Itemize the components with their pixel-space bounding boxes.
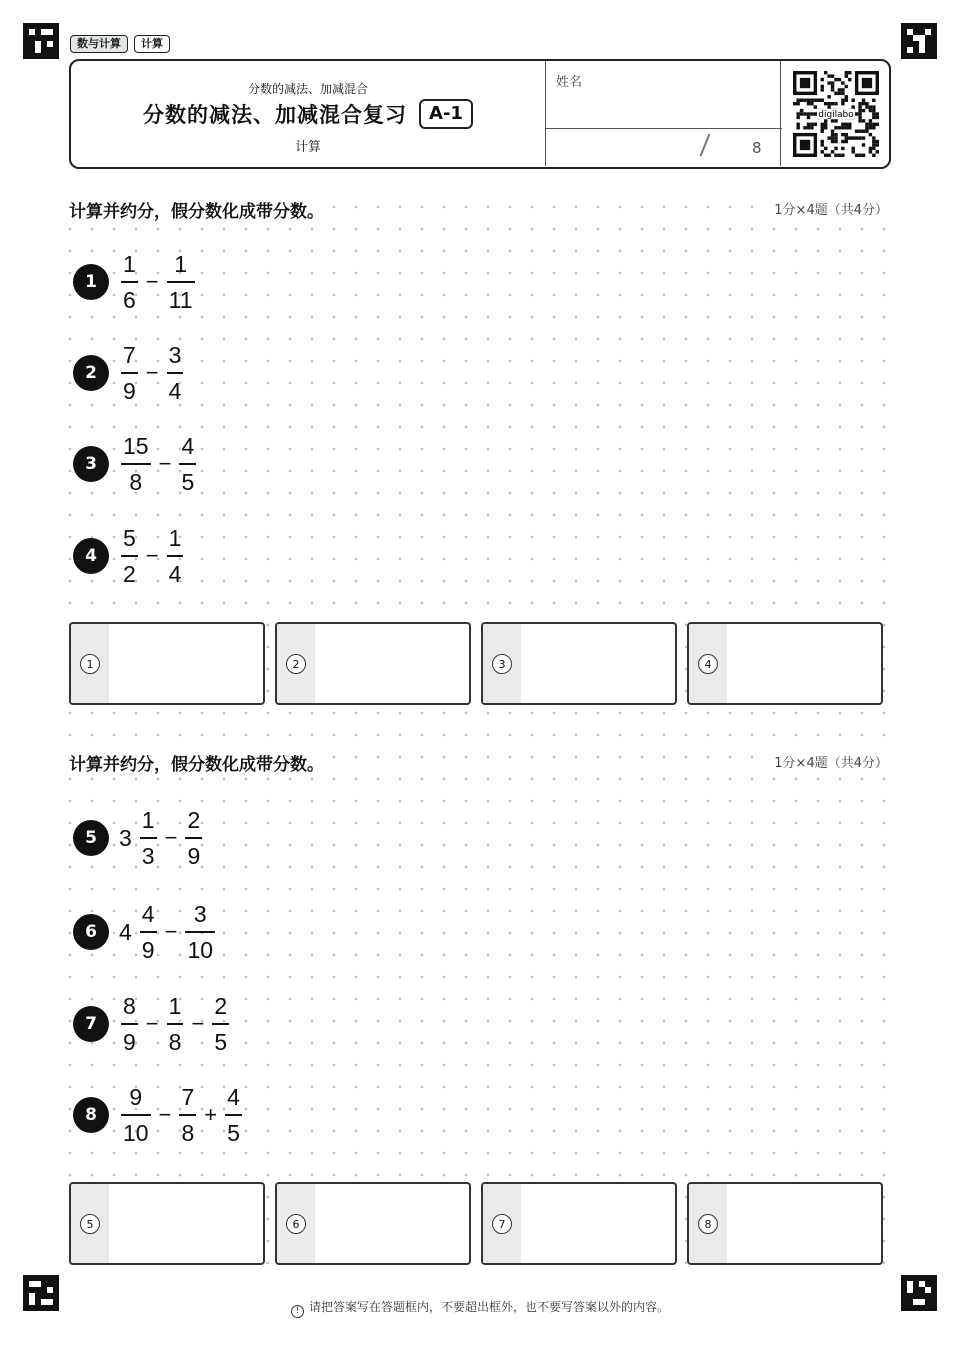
answer-box-label: 7 xyxy=(492,1214,512,1234)
numerator: 8 xyxy=(123,993,136,1019)
fraction-bar xyxy=(212,1023,229,1025)
numerator: 15 xyxy=(123,433,149,459)
problem-7 xyxy=(73,989,231,1059)
denominator: 5 xyxy=(227,1120,240,1146)
fraction xyxy=(165,340,186,406)
expression xyxy=(119,1082,244,1148)
fraction-bar xyxy=(179,1114,196,1116)
problem-number: 3 xyxy=(73,446,109,482)
fraction-bar xyxy=(121,555,138,557)
denominator: 4 xyxy=(168,378,182,404)
section-1-points: 1分×4题（共4分） xyxy=(770,199,888,218)
fraction xyxy=(223,1082,244,1148)
expression xyxy=(119,805,204,871)
problem-number: 6 xyxy=(73,914,109,950)
expression xyxy=(119,523,185,589)
answer-box-label: 1 xyxy=(80,654,100,674)
operator: − xyxy=(145,269,159,294)
expression xyxy=(119,431,198,497)
numerator: 3 xyxy=(193,901,207,927)
operator: − xyxy=(145,543,159,568)
header-category: 计算 xyxy=(294,140,321,155)
fraction-bar xyxy=(185,837,202,839)
bottom-margin xyxy=(0,1280,960,1358)
expression xyxy=(119,249,197,315)
left-margin xyxy=(0,0,62,1358)
operator: − xyxy=(158,451,172,476)
fraction-bar xyxy=(167,1023,184,1025)
fraction xyxy=(183,899,217,965)
denominator: 2 xyxy=(123,561,136,587)
denominator: 11 xyxy=(168,287,193,313)
numerator: 9 xyxy=(129,1084,143,1110)
numerator: 5 xyxy=(123,525,136,551)
fraction xyxy=(165,523,186,589)
header-title-area xyxy=(71,61,545,166)
answer-box-label: 4 xyxy=(698,654,718,674)
problem-6 xyxy=(73,897,217,967)
numerator: 2 xyxy=(214,993,228,1019)
footer-note xyxy=(0,1298,960,1318)
corner-marker-top-right xyxy=(901,23,937,59)
operator: − xyxy=(164,919,178,944)
numerator: 1 xyxy=(168,525,182,551)
info-icon: ! xyxy=(291,1305,304,1318)
denominator: 3 xyxy=(141,843,155,869)
name-score-area xyxy=(545,61,781,166)
numerator: 3 xyxy=(168,342,182,368)
numerator: 1 xyxy=(168,993,182,1019)
operator: − xyxy=(164,825,178,850)
name-label: 姓名 xyxy=(556,75,583,90)
answer-box-label: 5 xyxy=(80,1214,100,1234)
fraction-bar xyxy=(225,1114,242,1116)
denominator: 8 xyxy=(181,1120,195,1146)
problem-number: 5 xyxy=(73,820,109,856)
qr-label: digilabo xyxy=(818,109,854,120)
problem-1 xyxy=(73,247,197,317)
denominator: 9 xyxy=(123,1029,136,1055)
header-subtitle: 分数的减法、加减混合 xyxy=(247,82,368,96)
denominator: 10 xyxy=(187,937,214,963)
answer-box-label: 2 xyxy=(286,654,306,674)
denominator: 4 xyxy=(168,561,182,587)
operator: − xyxy=(145,1011,159,1036)
section-2-points: 1分×4题（共4分） xyxy=(770,752,888,771)
fraction xyxy=(119,991,140,1057)
whole-number: 3 xyxy=(119,824,132,851)
answer-box-6[interactable] xyxy=(275,1182,471,1265)
operator: − xyxy=(191,1011,205,1036)
denominator: 6 xyxy=(123,287,136,313)
fraction xyxy=(119,340,140,406)
denominator: 5 xyxy=(214,1029,228,1055)
fraction xyxy=(183,805,204,871)
fraction-bar xyxy=(167,281,195,283)
numerator: 1 xyxy=(123,251,136,277)
fraction xyxy=(165,991,186,1057)
fraction xyxy=(138,899,159,965)
denominator: 9 xyxy=(141,937,155,963)
fraction-bar xyxy=(121,1023,138,1025)
level-badge: A-1 xyxy=(419,99,473,129)
fraction-bar xyxy=(121,281,138,283)
answer-box-8[interactable] xyxy=(687,1182,883,1265)
numerator: 7 xyxy=(123,342,136,368)
answer-box-1[interactable] xyxy=(69,622,265,705)
fraction xyxy=(119,431,153,497)
fraction-bar xyxy=(167,555,184,557)
expression xyxy=(119,991,231,1057)
answer-box-label: 6 xyxy=(286,1214,306,1234)
fraction xyxy=(138,805,159,871)
problem-5 xyxy=(73,803,204,873)
answer-box-2[interactable] xyxy=(275,622,471,705)
page-title: 分数的减法、加减混合复习 xyxy=(143,103,408,127)
fraction-bar xyxy=(185,931,215,933)
problem-4 xyxy=(73,521,185,591)
fraction xyxy=(177,431,198,497)
denominator: 9 xyxy=(187,843,201,869)
fraction xyxy=(177,1082,198,1148)
numerator: 1 xyxy=(174,251,187,277)
denominator: 9 xyxy=(123,378,136,404)
operator: + xyxy=(204,1102,218,1127)
name-divider xyxy=(546,128,782,129)
tag-list xyxy=(70,35,170,53)
answer-box-label: 8 xyxy=(698,1214,718,1234)
problem-number: 7 xyxy=(73,1006,109,1042)
tag-category: 计算 xyxy=(134,35,170,53)
fraction-bar xyxy=(121,463,151,465)
corner-marker-top-left xyxy=(23,23,59,59)
operator: − xyxy=(145,360,159,385)
right-margin xyxy=(896,0,960,1358)
worksheet-header xyxy=(69,59,891,169)
operator: − xyxy=(158,1102,172,1127)
qr-code-icon xyxy=(793,71,879,157)
answer-box-3[interactable] xyxy=(481,622,677,705)
fraction-bar xyxy=(121,1114,151,1116)
expression xyxy=(119,340,185,406)
problem-2 xyxy=(73,338,185,408)
section-2-title: 计算并约分，假分数化成带分数。 xyxy=(69,750,330,775)
numerator: 7 xyxy=(181,1084,195,1110)
fraction-bar xyxy=(140,931,157,933)
answer-box-label: 3 xyxy=(492,654,512,674)
fraction-bar xyxy=(167,372,184,374)
expression xyxy=(119,899,217,965)
fraction-bar xyxy=(121,372,138,374)
section-1-title: 计算并约分，假分数化成带分数。 xyxy=(69,197,330,222)
fraction xyxy=(119,523,140,589)
answer-box-4[interactable] xyxy=(687,622,883,705)
fraction xyxy=(210,991,231,1057)
numerator: 4 xyxy=(141,901,155,927)
numerator: 2 xyxy=(187,807,201,833)
problem-number: 4 xyxy=(73,538,109,574)
score-total: 8 xyxy=(752,139,762,157)
denominator: 10 xyxy=(123,1120,149,1146)
problem-3 xyxy=(73,429,198,499)
whole-number: 4 xyxy=(119,918,132,945)
problem-8 xyxy=(73,1080,244,1150)
fraction-bar xyxy=(140,837,157,839)
answer-box-5[interactable] xyxy=(69,1182,265,1265)
fraction xyxy=(165,249,197,315)
numerator: 4 xyxy=(181,433,195,459)
footer-text: 请把答案写在答题框内，不要超出框外，也不要写答案以外的内容。 xyxy=(308,1300,669,1314)
problem-number: 8 xyxy=(73,1097,109,1133)
problem-number: 2 xyxy=(73,355,109,391)
denominator: 8 xyxy=(129,469,143,495)
numerator: 4 xyxy=(227,1084,240,1110)
problem-number: 1 xyxy=(73,264,109,300)
fraction xyxy=(119,249,140,315)
denominator: 8 xyxy=(168,1029,182,1055)
numerator: 1 xyxy=(141,807,155,833)
fraction-bar xyxy=(179,463,196,465)
fraction xyxy=(119,1082,153,1148)
answer-box-7[interactable] xyxy=(481,1182,677,1265)
score-slash xyxy=(700,133,711,156)
denominator: 5 xyxy=(181,469,195,495)
tag-subject: 数与计算 xyxy=(70,35,128,53)
